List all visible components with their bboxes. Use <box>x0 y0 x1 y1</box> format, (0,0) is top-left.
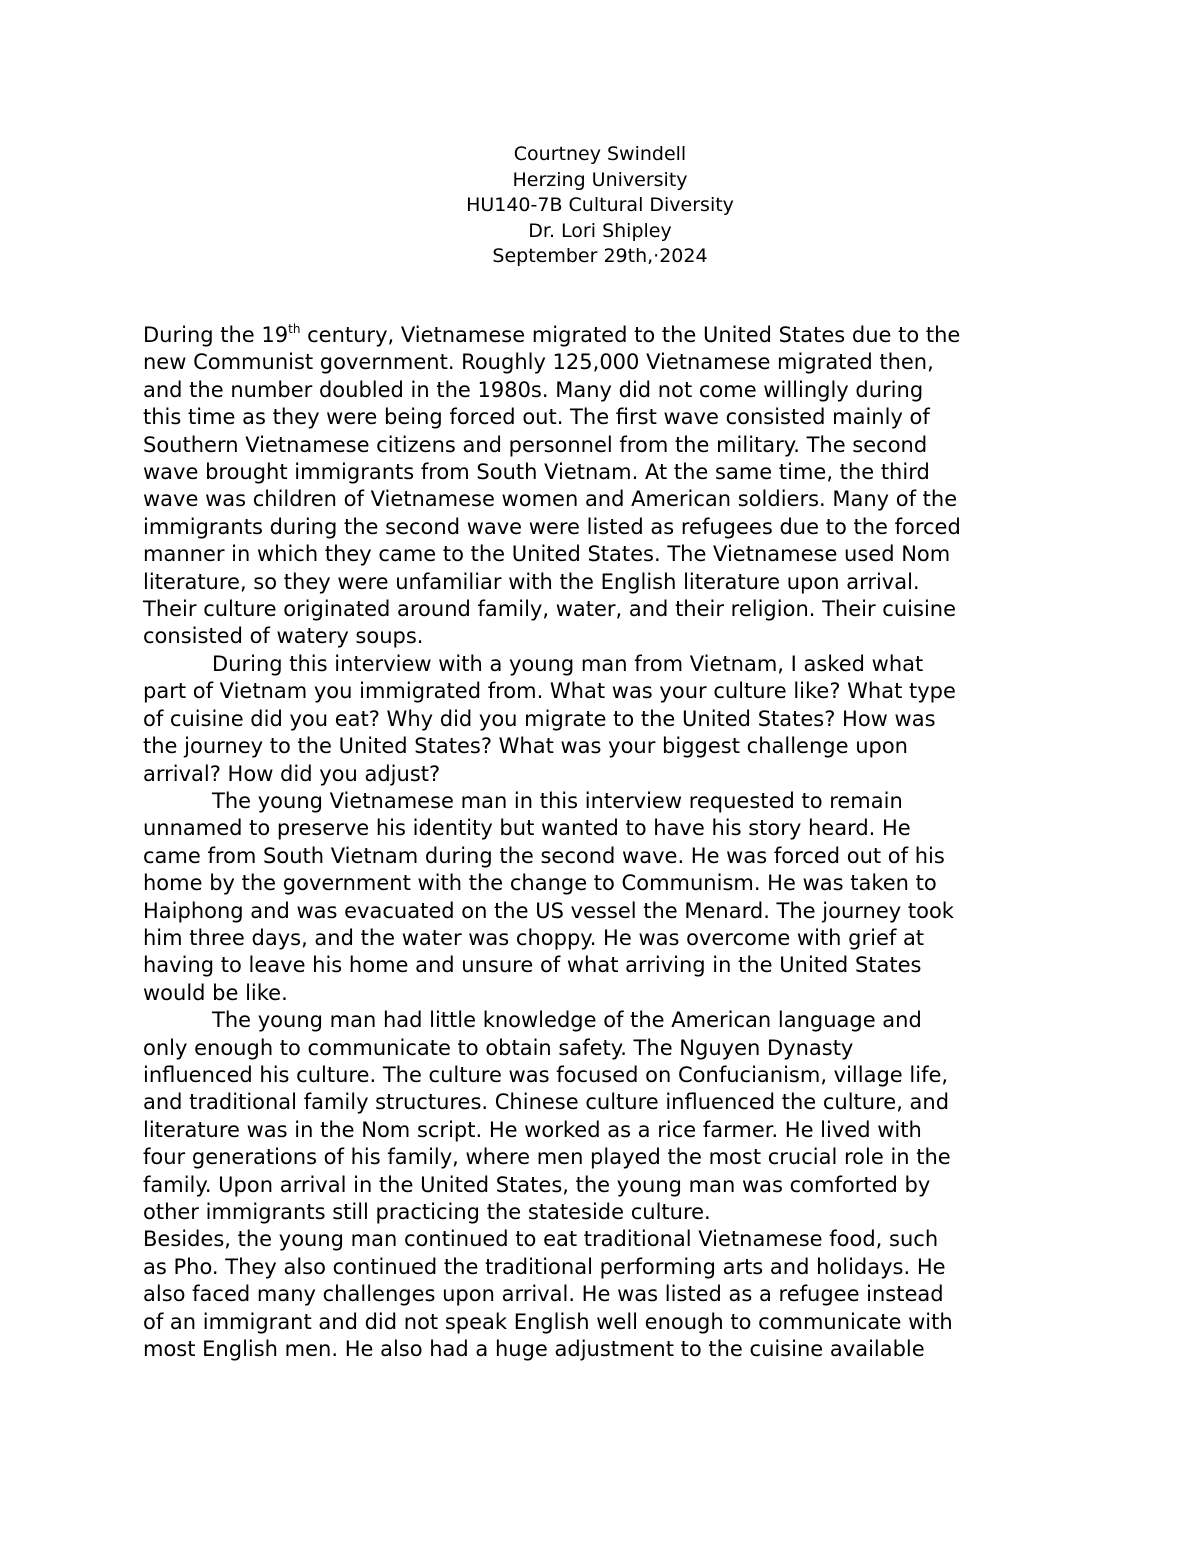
text-fragment: During the 19 <box>143 323 289 347</box>
text-line: and traditional family structures. Chinese culture influenced the culture, and <box>143 1090 950 1115</box>
text-line: The young man had little knowledge of the American language and <box>212 1008 922 1033</box>
text-line: most English men. He also had a huge adjustment to the cuisine available <box>143 1337 925 1362</box>
instructor-name: Dr. Lori Shipley <box>528 219 672 242</box>
text-line: Their culture originated around family, water, and their religion. Their cuisine <box>143 597 957 622</box>
text-fragment: century, Vietnamese migrated to the United States due to the <box>300 323 961 347</box>
text-line: would be like. <box>143 980 288 1005</box>
text-line: consisted of watery soups. <box>143 624 424 649</box>
document-header <box>0 142 1200 270</box>
text-line: Haiphong and was evacuated on the US vessel the Menard. The journey took <box>143 898 954 923</box>
text-line: family. Upon arrival in the United States, the young man was comforted by <box>143 1172 931 1197</box>
text-line: literature, so they were unfamiliar with the English literature upon arrival. <box>143 569 920 594</box>
text-line: arrival? How did you adjust? <box>143 761 441 786</box>
text-line: influenced his culture. The culture was focused on Confucianism, village life, <box>143 1062 949 1087</box>
text-line: new Communist government. Roughly 125,000 Vietnamese migrated then, <box>143 350 934 375</box>
text-line: of cuisine did you eat? Why did you migrate to the United States? How was <box>143 706 936 731</box>
paragraph-1 <box>143 322 1068 651</box>
text-line: also faced many challenges upon arrival. He was listed as a refugee instead <box>143 1282 944 1307</box>
text-line: wave was children of Vietnamese women and American soldiers. Many of the <box>143 487 958 512</box>
course-name: HU140-7B Cultural Diversity <box>466 194 734 216</box>
text-line: as Pho. They also continued the traditional performing arts and holidays. He <box>143 1254 946 1279</box>
text-line: home by the government with the change to Communism. He was taken to <box>143 871 937 896</box>
text-line <box>143 322 1068 349</box>
document-date: September 29th,·2024 <box>492 245 708 267</box>
paragraph-4 <box>143 1007 1068 1226</box>
text-line: literature was in the Nom script. He worked as a rice farmer. He lived with <box>143 1117 922 1142</box>
text-line: Southern Vietnamese citizens and personnel from the military. The second <box>143 432 928 457</box>
paragraph-2 <box>143 651 1068 788</box>
text-line: four generations of his family, where men played the most crucial role in the <box>143 1145 951 1170</box>
paragraph-5 <box>143 1226 1068 1363</box>
essay-body <box>143 322 1068 1363</box>
text-line: During this interview with a young man from Vietnam, I asked what <box>212 651 924 676</box>
text-line: of an immigrant and did not speak English well enough to communicate with <box>143 1309 953 1334</box>
text-line: him three days, and the water was choppy. He was overcome with grief at <box>143 925 925 950</box>
text-line: Besides, the young man continued to eat traditional Vietnamese food, such <box>143 1227 939 1252</box>
text-line: the journey to the United States? What was your biggest challenge upon <box>143 734 908 759</box>
text-line: unnamed to preserve his identity but wanted to have his story heard. He <box>143 816 911 841</box>
text-line: The young Vietnamese man in this interview requested to remain <box>212 788 903 813</box>
institution-name: Herzing University <box>512 168 688 191</box>
text-line: wave brought immigrants from South Vietnam. At the same time, the third <box>143 460 930 485</box>
text-line: this time as they were being forced out. The first wave consisted mainly of <box>143 405 930 430</box>
paragraph-3 <box>143 788 1068 1007</box>
superscript: th <box>288 322 301 336</box>
text-line: having to leave his home and unsure of what arriving in the United States <box>143 953 922 978</box>
text-line: other immigrants still practicing the stateside culture. <box>143 1200 711 1224</box>
text-line: only enough to communicate to obtain safety. The Nguyen Dynasty <box>143 1035 854 1060</box>
text-line: and the number doubled in the 1980s. Many did not come willingly during <box>143 377 924 402</box>
text-line: came from South Vietnam during the second wave. He was forced out of his <box>143 843 945 868</box>
text-line: manner in which they came to the United States. The Vietnamese used Nom <box>143 542 951 567</box>
text-line: part of Vietnam you immigrated from. What was your culture like? What type <box>143 679 956 704</box>
author-name: Courtney Swindell <box>513 143 687 165</box>
text-line: immigrants during the second wave were listed as refugees due to the forced <box>143 514 961 539</box>
